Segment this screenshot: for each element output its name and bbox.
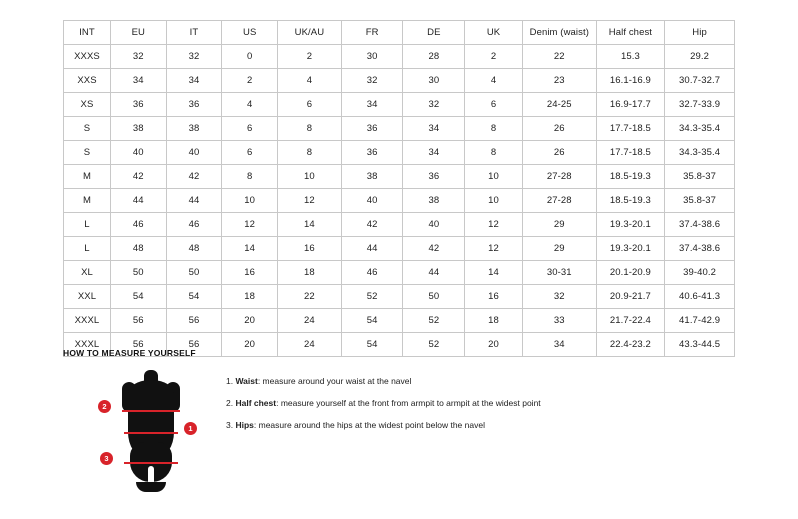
cell-de: 44 (403, 261, 465, 285)
table-row (64, 45, 735, 69)
cell-eu: 42 (110, 165, 166, 189)
cell-de: 52 (403, 309, 465, 333)
cell-denim-waist: 22 (522, 45, 596, 69)
table-row (64, 69, 735, 93)
cell-fr: 32 (341, 69, 403, 93)
marker-1-waist: 1 (184, 422, 197, 435)
cell-denim-waist: 27-28 (522, 189, 596, 213)
cell-uk: 10 (465, 165, 523, 189)
cell-us: 18 (222, 285, 278, 309)
cell-hip: 43.3-44.5 (665, 333, 735, 357)
cell-fr: 40 (341, 189, 403, 213)
cell-fr: 30 (341, 45, 403, 69)
cell-eu: 38 (110, 117, 166, 141)
measure-line-hips (124, 462, 178, 464)
cell-us: 12 (222, 213, 278, 237)
column-header-uk: UK (465, 21, 523, 45)
column-header-fr: FR (341, 21, 403, 45)
cell-denim-waist: 27-28 (522, 165, 596, 189)
cell-uk: 16 (465, 285, 523, 309)
cell-hip: 32.7-33.9 (665, 93, 735, 117)
cell-half-chest: 19.3-20.1 (596, 213, 664, 237)
measure-line-half-chest (122, 410, 180, 412)
cell-fr: 38 (341, 165, 403, 189)
measure-step-waist (226, 376, 541, 386)
cell-half-chest: 20.1-20.9 (596, 261, 664, 285)
cell-int: M (64, 165, 111, 189)
size-chart-table-wrapper (63, 20, 735, 357)
cell-us: 10 (222, 189, 278, 213)
cell-half-chest: 22.4-23.2 (596, 333, 664, 357)
cell-eu: 48 (110, 237, 166, 261)
cell-fr: 36 (341, 141, 403, 165)
cell-half-chest: 17.7-18.5 (596, 117, 664, 141)
cell-de: 32 (403, 93, 465, 117)
cell-de: 38 (403, 189, 465, 213)
cell-hip: 34.3-35.4 (665, 141, 735, 165)
cell-int: XS (64, 93, 111, 117)
cell-fr: 52 (341, 285, 403, 309)
cell-hip: 37.4-38.6 (665, 213, 735, 237)
cell-uk: 4 (465, 69, 523, 93)
cell-uk: 12 (465, 213, 523, 237)
cell-hip: 30.7-32.7 (665, 69, 735, 93)
cell-uk-au: 12 (278, 189, 342, 213)
cell-denim-waist: 29 (522, 213, 596, 237)
cell-denim-waist: 24-25 (522, 93, 596, 117)
cell-de: 36 (403, 165, 465, 189)
column-header-denim-waist: Denim (waist) (522, 21, 596, 45)
cell-de: 42 (403, 237, 465, 261)
cell-hip: 35.8-37 (665, 189, 735, 213)
step-number: 3. (226, 420, 234, 431)
cell-denim-waist: 29 (522, 237, 596, 261)
cell-de: 30 (403, 69, 465, 93)
table-row (64, 141, 735, 165)
cell-int: XXS (64, 69, 111, 93)
cell-int: S (64, 141, 111, 165)
cell-uk-au: 16 (278, 237, 342, 261)
cell-de: 50 (403, 285, 465, 309)
cell-fr: 46 (341, 261, 403, 285)
cell-it: 32 (166, 45, 222, 69)
column-header-hip: Hip (665, 21, 735, 45)
table-row (64, 93, 735, 117)
table-row (64, 237, 735, 261)
cell-de: 52 (403, 333, 465, 357)
table-row (64, 213, 735, 237)
cell-half-chest: 18.5-19.3 (596, 165, 664, 189)
table-row (64, 285, 735, 309)
cell-uk-au: 8 (278, 117, 342, 141)
cell-fr: 34 (341, 93, 403, 117)
marker-2-half-chest: 2 (98, 400, 111, 413)
cell-it: 54 (166, 285, 222, 309)
cell-uk: 12 (465, 237, 523, 261)
column-header-us: US (222, 21, 278, 45)
marker-3-hips: 3 (100, 452, 113, 465)
cell-half-chest: 20.9-21.7 (596, 285, 664, 309)
cell-it: 38 (166, 117, 222, 141)
cell-hip: 34.3-35.4 (665, 117, 735, 141)
cell-it: 44 (166, 189, 222, 213)
step-term: Half chest (235, 398, 277, 409)
cell-hip: 39-40.2 (665, 261, 735, 285)
cell-denim-waist: 26 (522, 117, 596, 141)
cell-denim-waist: 30-31 (522, 261, 596, 285)
cell-eu: 36 (110, 93, 166, 117)
step-text: : measure yourself at the front from armpit to armpit at the widest point (276, 398, 541, 409)
cell-int: S (64, 117, 111, 141)
cell-denim-waist: 33 (522, 309, 596, 333)
cell-us: 4 (222, 93, 278, 117)
column-header-uk-au: UK/AU (278, 21, 342, 45)
cell-us: 20 (222, 333, 278, 357)
cell-it: 48 (166, 237, 222, 261)
table-body (64, 45, 735, 357)
cell-uk-au: 24 (278, 309, 342, 333)
cell-hip: 40.6-41.3 (665, 285, 735, 309)
cell-int: XL (64, 261, 111, 285)
cell-it: 56 (166, 333, 222, 357)
cell-it: 56 (166, 309, 222, 333)
cell-it: 34 (166, 69, 222, 93)
cell-us: 20 (222, 309, 278, 333)
cell-uk-au: 24 (278, 333, 342, 357)
cell-eu: 50 (110, 261, 166, 285)
cell-uk: 8 (465, 117, 523, 141)
cell-eu: 46 (110, 213, 166, 237)
measure-line-waist (124, 432, 178, 434)
cell-de: 28 (403, 45, 465, 69)
cell-us: 6 (222, 117, 278, 141)
cell-half-chest: 16.1-16.9 (596, 69, 664, 93)
cell-hip: 29.2 (665, 45, 735, 69)
cell-fr: 54 (341, 309, 403, 333)
cell-hip: 37.4-38.6 (665, 237, 735, 261)
step-text: : measure around the hips at the widest point below the navel (253, 420, 485, 431)
how-to-measure-section (63, 348, 743, 498)
step-text: : measure around your waist at the navel (257, 376, 412, 386)
cell-it: 42 (166, 165, 222, 189)
column-header-it: IT (166, 21, 222, 45)
cell-eu: 54 (110, 285, 166, 309)
step-number: 1. (226, 376, 234, 386)
table-row (64, 189, 735, 213)
cell-uk: 20 (465, 333, 523, 357)
cell-fr: 42 (341, 213, 403, 237)
cell-it: 50 (166, 261, 222, 285)
cell-uk-au: 18 (278, 261, 342, 285)
cell-uk-au: 14 (278, 213, 342, 237)
cell-eu: 40 (110, 141, 166, 165)
cell-uk-au: 4 (278, 69, 342, 93)
cell-eu: 44 (110, 189, 166, 213)
cell-half-chest: 18.5-19.3 (596, 189, 664, 213)
cell-eu: 34 (110, 69, 166, 93)
cell-half-chest: 19.3-20.1 (596, 237, 664, 261)
step-term: Hips (235, 420, 254, 431)
cell-uk-au: 2 (278, 45, 342, 69)
cell-us: 14 (222, 237, 278, 261)
cell-int: L (64, 213, 111, 237)
table-row (64, 165, 735, 189)
cell-fr: 44 (341, 237, 403, 261)
measure-step-half-chest (226, 398, 541, 408)
mannequin-stand (136, 482, 166, 492)
cell-half-chest: 16.9-17.7 (596, 93, 664, 117)
mannequin-icon (120, 370, 182, 496)
cell-uk-au: 10 (278, 165, 342, 189)
cell-de: 34 (403, 141, 465, 165)
cell-fr: 36 (341, 117, 403, 141)
cell-denim-waist: 32 (522, 285, 596, 309)
step-term: Waist (235, 376, 258, 386)
table-row (64, 261, 735, 285)
cell-uk: 14 (465, 261, 523, 285)
cell-int: L (64, 237, 111, 261)
cell-uk: 8 (465, 141, 523, 165)
cell-uk: 10 (465, 189, 523, 213)
table-row (64, 117, 735, 141)
cell-int: XXXL (64, 309, 111, 333)
mannequin-diagram (98, 368, 208, 498)
cell-uk: 18 (465, 309, 523, 333)
cell-hip: 41.7-42.9 (665, 309, 735, 333)
column-header-de: DE (403, 21, 465, 45)
cell-fr: 54 (341, 333, 403, 357)
how-to-measure-body (63, 368, 743, 498)
cell-it: 36 (166, 93, 222, 117)
cell-int: XXXL (64, 333, 111, 357)
table-header-row (64, 21, 735, 45)
column-header-eu: EU (110, 21, 166, 45)
table-header (64, 21, 735, 45)
cell-denim-waist: 26 (522, 141, 596, 165)
cell-int: XXXS (64, 45, 111, 69)
cell-eu: 56 (110, 333, 166, 357)
column-header-int: INT (64, 21, 111, 45)
cell-uk: 6 (465, 93, 523, 117)
cell-us: 8 (222, 165, 278, 189)
cell-it: 40 (166, 141, 222, 165)
cell-eu: 56 (110, 309, 166, 333)
cell-us: 16 (222, 261, 278, 285)
cell-denim-waist: 34 (522, 333, 596, 357)
how-to-measure-title: HOW TO MEASURE YOURSELF (63, 348, 196, 358)
cell-uk-au: 22 (278, 285, 342, 309)
cell-int: XXL (64, 285, 111, 309)
size-chart-table (63, 20, 735, 357)
cell-half-chest: 21.7-22.4 (596, 309, 664, 333)
cell-int: M (64, 189, 111, 213)
cell-us: 0 (222, 45, 278, 69)
cell-de: 40 (403, 213, 465, 237)
cell-uk-au: 6 (278, 93, 342, 117)
cell-it: 46 (166, 213, 222, 237)
cell-de: 34 (403, 117, 465, 141)
cell-eu: 32 (110, 45, 166, 69)
cell-hip: 35.8-37 (665, 165, 735, 189)
measure-steps-list (226, 368, 541, 443)
cell-half-chest: 15.3 (596, 45, 664, 69)
table-row (64, 309, 735, 333)
measure-step-hips (226, 420, 541, 430)
cell-us: 2 (222, 69, 278, 93)
column-header-half-chest: Half chest (596, 21, 664, 45)
cell-uk-au: 8 (278, 141, 342, 165)
cell-half-chest: 17.7-18.5 (596, 141, 664, 165)
step-number: 2. (226, 398, 234, 409)
cell-uk: 2 (465, 45, 523, 69)
cell-us: 6 (222, 141, 278, 165)
cell-denim-waist: 23 (522, 69, 596, 93)
